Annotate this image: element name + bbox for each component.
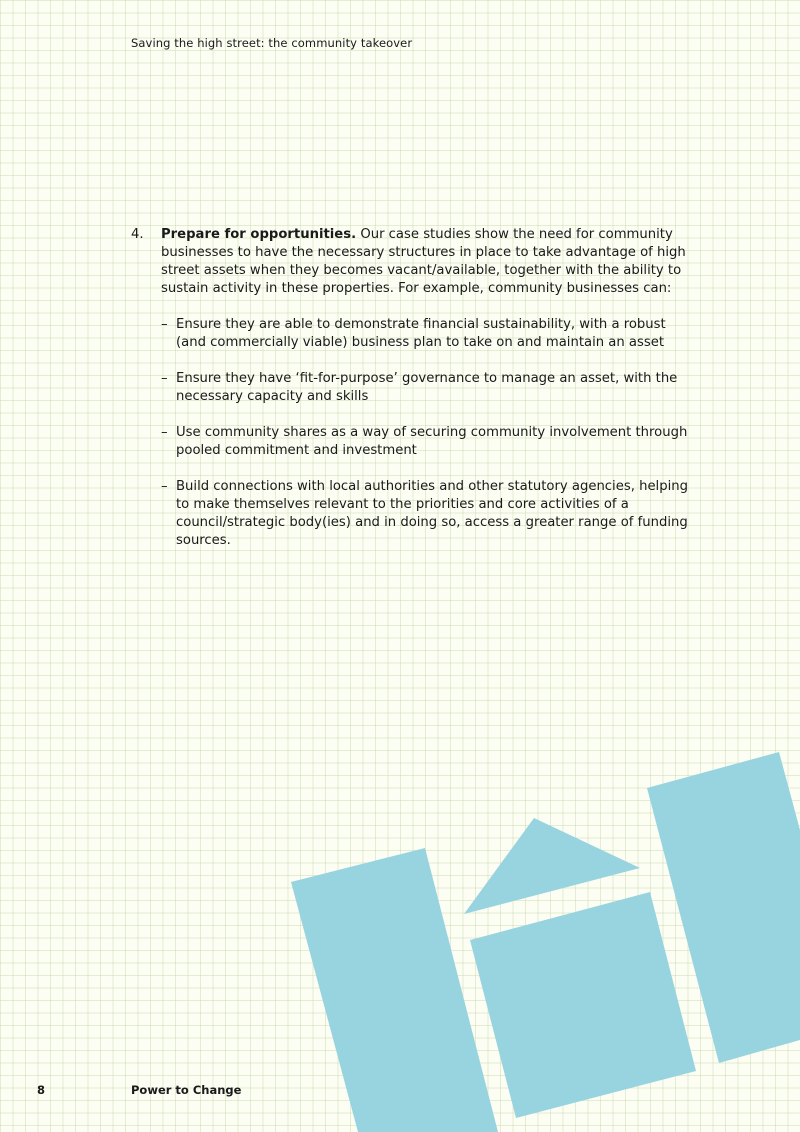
bullet-text: Ensure they have ‘fit-for-purpose’ governance to manage an asset, with the necessary capacity and skills (176, 371, 678, 404)
point-number: 4. (131, 227, 144, 242)
page-number: 8 (37, 1083, 46, 1097)
running-header: Saving the high street: the community takeover (131, 36, 413, 50)
point-lead: Prepare for opportunities. (161, 227, 357, 242)
footer-brand: Power to Change (131, 1083, 242, 1097)
roof-triangle (464, 818, 640, 914)
point-text: Our case studies show the need for community businesses to have the necessary structures in place to take advantage of high street assets when they becomes vacant/available, together with the ability to sustain activity in these properties. For example, community businesses can: (161, 227, 686, 296)
bullet-dash: – (161, 479, 168, 494)
bullet-dash: – (161, 317, 168, 332)
bullet-text: Ensure they are able to demonstrate financial sustainability, with a robust (and commercially viable) business plan to take on and maintain an asset (176, 317, 666, 350)
bullet-text: Use community shares as a way of securing community involvement through pooled commitment and investment (176, 425, 688, 458)
building-block-middle (470, 892, 696, 1118)
bullet-dash: – (161, 425, 168, 440)
bullet-text: Build connections with local authorities and other statutory agencies, helping to make themselves relevant to the priorities and core activities of a council/strategic body(ies) and in doing so, access a greater range of funding sources. (176, 479, 688, 548)
building-block-left (291, 848, 498, 1132)
bullet-dash: – (161, 371, 168, 386)
